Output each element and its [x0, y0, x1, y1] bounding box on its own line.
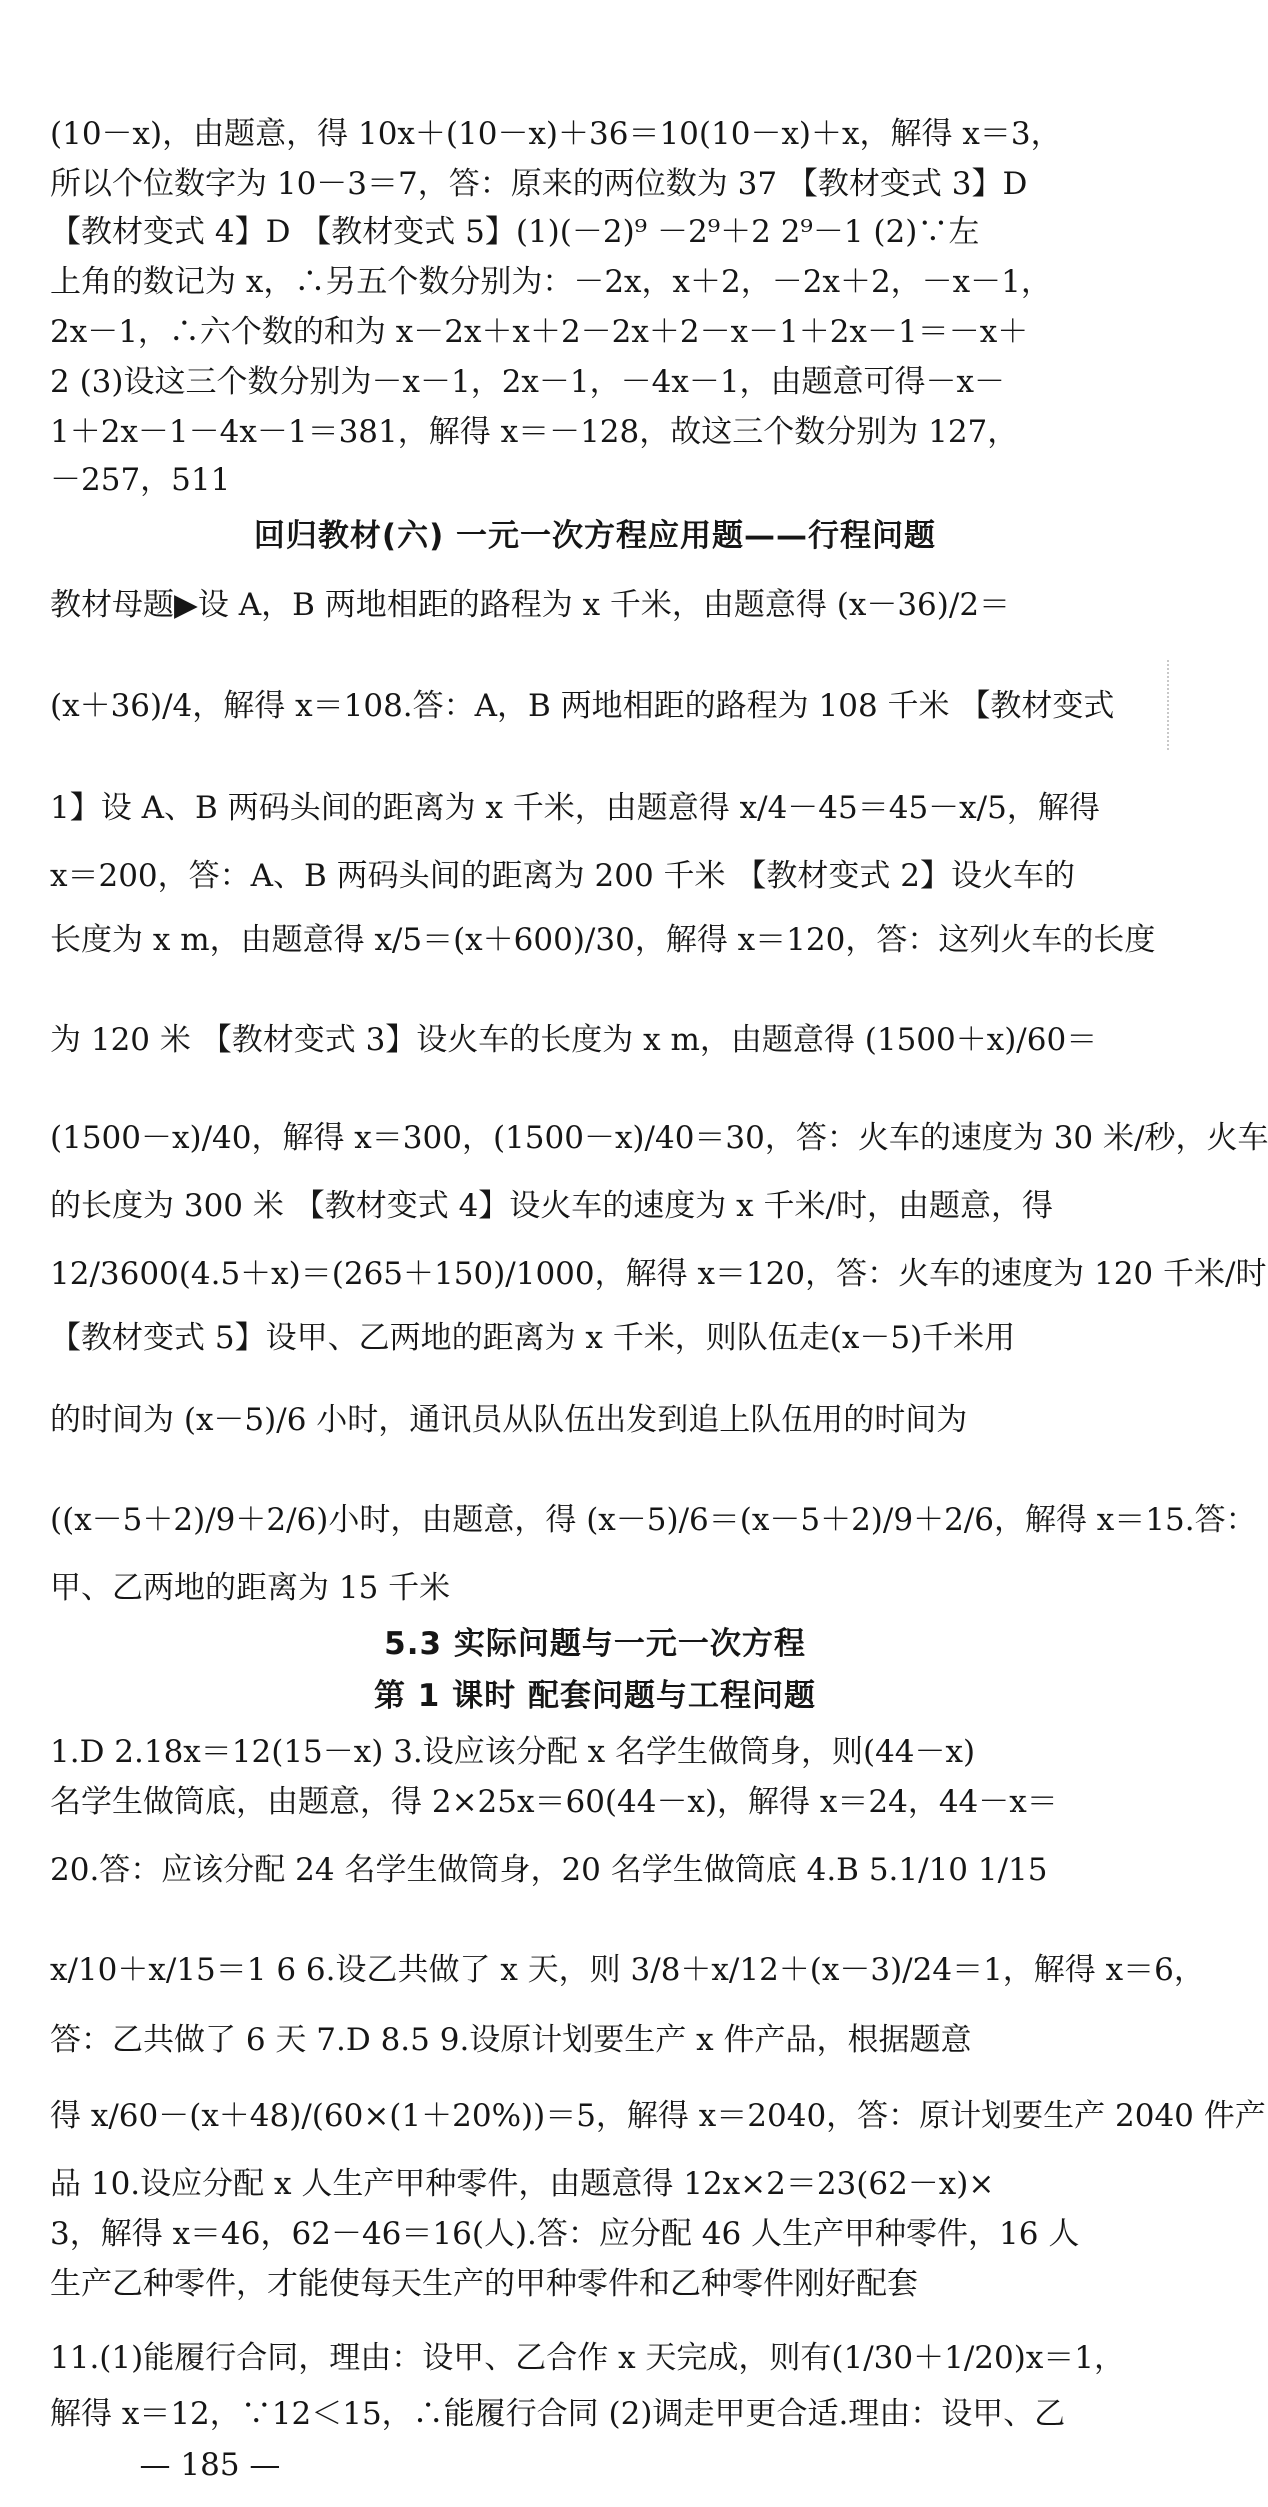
text-line: x＝200，答：A、B 两码头间的距离为 200 千米 【教材变式 2】设火车的: [50, 858, 1075, 894]
text-line: 上角的数记为 x，∴另五个数分别为：－2x，x＋2，－2x＋2，－x－1，: [50, 264, 1052, 300]
text-line: 2 (3)设这三个数分别为－x－1，2x－1，－4x－1，由题意可得－x－: [50, 364, 1006, 400]
text-line: 得 x/60－(x＋48)/(60×(1＋20%))＝5，解得 x＝2040，答：原计划要生产 2040 件产: [50, 2098, 1266, 2134]
text-line: 的长度为 300 米 【教材变式 4】设火车的速度为 x 千米/时，由题意，得: [50, 1188, 1053, 1224]
text-line: 1＋2x－1－4x－1＝381，解得 x＝－128，故这三个数分别为 127，: [50, 414, 1019, 450]
text-line: (10－x)，由题意，得 10x＋(10－x)＋36＝10(10－x)＋x，解得 x＝3，: [50, 116, 1062, 152]
text-line: 11.(1)能履行合同，理由：设甲、乙合作 x 天完成，则有(1/30＋1/20)x＝1，: [50, 2340, 1126, 2376]
text-line: －257，511: [50, 462, 231, 498]
text-line: 为 120 米 【教材变式 3】设火车的长度为 x m，由题意得 (1500＋x)/60＝: [50, 1022, 1098, 1058]
text-line: 1】设 A、B 两码头间的距离为 x 千米，由题意得 x/4－45＝45－x/5，解得: [50, 790, 1100, 826]
text-line: 所以个位数字为 10－3＝7，答：原来的两位数为 37 【教材变式 3】D: [50, 166, 1028, 202]
text-line: ((x－5＋2)/9＋2/6)小时，由题意，得 (x－5)/6＝(x－5＋2)/9＋2/6，解得 x＝15.答：: [50, 1502, 1257, 1538]
text-line: 3，解得 x＝46，62－46＝16(人).答：应分配 46 人生产甲种零件，16 人: [50, 2216, 1080, 2252]
text-line: (x＋36)/4，解得 x＝108.答：A，B 两地相距的路程为 108 千米 【教材变式: [50, 688, 1115, 724]
text-line: 20.答：应该分配 24 名学生做筒身，20 名学生做筒底 4.B 5.1/10 1/15: [50, 1852, 1048, 1888]
text-line: 教材母题▶设 A，B 两地相距的路程为 x 千米，由题意得 (x－36)/2＝: [50, 587, 1011, 623]
text-line: 长度为 x m，由题意得 x/5＝(x＋600)/30，解得 x＝120，答：这列火车的长度: [50, 922, 1156, 958]
text-line: 品 10.设应分配 x 人生产甲种零件，由题意得 12x×2＝23(62－x)×: [50, 2166, 995, 2202]
text-line: 解得 x＝12，∵12＜15，∴能履行合同 (2)调走甲更合适.理由：设甲、乙: [50, 2396, 1066, 2432]
text-line: 生产乙种零件，才能使每天生产的甲种零件和乙种零件刚好配套: [50, 2266, 918, 2302]
text-line: (1500－x)/40，解得 x＝300，(1500－x)/40＝30，答：火车的速度为 30 米/秒，火车: [50, 1120, 1268, 1156]
text-line: x/10＋x/15＝1 6 6.设乙共做了 x 天，则 3/8＋x/12＋(x－3)/24＝1，解得 x＝6，: [50, 1952, 1205, 1988]
section-heading: 5.3 实际问题与一元一次方程: [384, 1626, 806, 1662]
section-heading: 回归教材(六) 一元一次方程应用题——行程问题: [253, 518, 937, 554]
text-line: 名学生做筒底，由题意，得 2×25x＝60(44－x)，解得 x＝24，44－x＝: [50, 1784, 1058, 1820]
text-line: 甲、乙两地的距离为 15 千米: [50, 1570, 451, 1606]
text-line: 答：乙共做了 6 天 7.D 8.5 9.设原计划要生产 x 件产品，根据题意: [50, 2022, 972, 2058]
text-line: 【教材变式 5】设甲、乙两地的距离为 x 千米，则队伍走(x－5)千米用: [50, 1320, 1016, 1356]
text-line: 12/3600(4.5＋x)＝(265＋150)/1000，解得 x＝120，答：火车的速度为 120 千米/时: [50, 1256, 1267, 1292]
text-line: 【教材变式 4】D 【教材变式 5】(1)(－2)⁹ －2⁹＋2 2⁹－1 (2)∵左: [50, 214, 980, 250]
lesson-heading: 第 1 课时 配套问题与工程问题: [374, 1678, 816, 1714]
text-line: 1.D 2.18x＝12(15－x) 3.设应该分配 x 名学生做筒身，则(44－x): [50, 1734, 976, 1770]
text-line: 的时间为 (x－5)/6 小时，通讯员从队伍出发到追上队伍用的时间为: [50, 1402, 968, 1438]
page-number: — 185 —: [139, 2447, 281, 2483]
text-line: 2x－1，∴六个数的和为 x－2x＋x＋2－2x＋2－x－1＋2x－1＝－x＋: [50, 314, 1029, 350]
binding-edge-mark: [1167, 660, 1172, 750]
